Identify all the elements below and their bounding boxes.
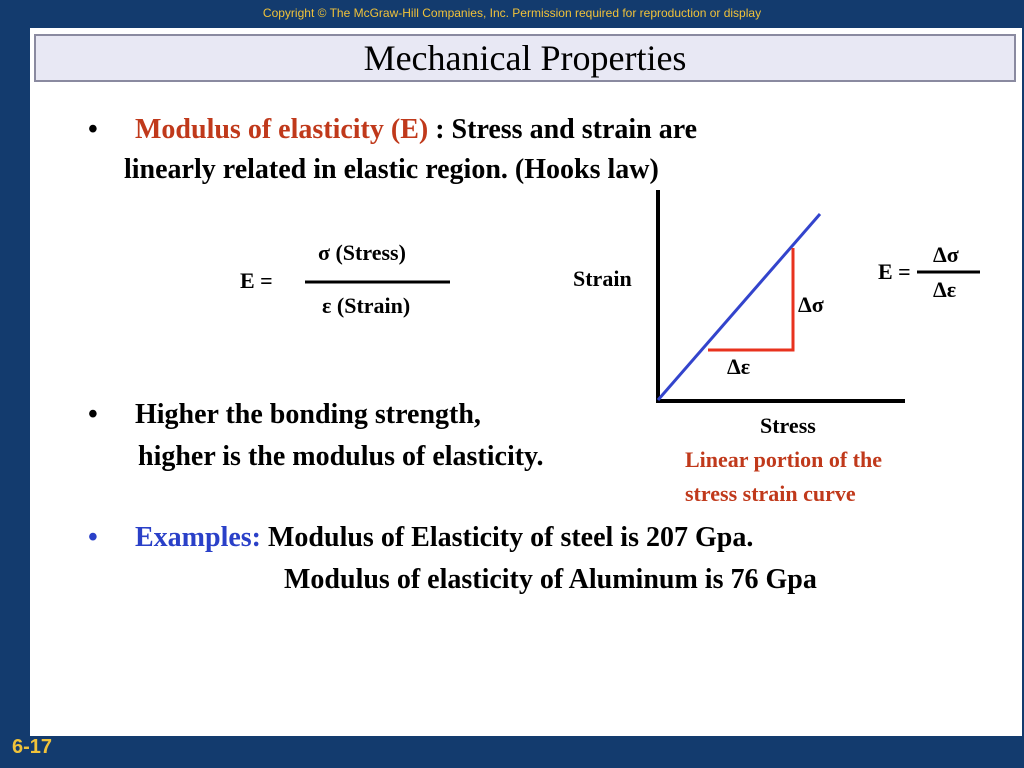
bullet-1-line-2: linearly related in elastic region. (Hooks law) (124, 154, 659, 185)
slope-formula-numerator: Δσ (933, 242, 959, 267)
bullet-3-line-1 (135, 522, 753, 554)
examples-label: Examples: (135, 522, 261, 553)
delta-epsilon-label: Δε (727, 354, 751, 379)
y-axis-label: Strain (573, 266, 632, 291)
bullet-1-term: Modulus of elasticity (E) (135, 114, 429, 145)
x-axis-label: Stress (760, 413, 816, 438)
steel-example: Modulus of Elasticity of steel is 207 Gpa. (261, 522, 754, 553)
bullet-3-marker: • (88, 522, 98, 553)
slope-formula-denominator: Δε (933, 277, 957, 302)
delta-sigma-label: Δσ (798, 292, 824, 317)
aluminum-example: Modulus of elasticity of Aluminum is 76 Gpa (284, 564, 817, 595)
graph-caption-line-2: stress strain curve (685, 481, 856, 506)
slope-formula-lhs: E = (878, 259, 911, 284)
graph-caption-line-1: Linear portion of the (685, 447, 882, 472)
bullet-2-line-2: higher is the modulus of elasticity. (138, 441, 544, 472)
formula-numerator: σ (Stress) (318, 240, 406, 265)
copyright-notice: Copyright © The McGraw-Hill Companies, Inc. Permission required for reproduction or display (262, 6, 762, 20)
page-number: 6-17 (12, 736, 53, 758)
bullet-2-marker: • (88, 399, 98, 430)
formula-lhs: E = (240, 268, 273, 293)
slide-title: Mechanical Properties (363, 38, 687, 78)
bullet-1-marker: • (88, 114, 98, 145)
formula-denominator: ε (Strain) (322, 293, 411, 318)
bullet-1-rest: : Stress and strain are (428, 114, 698, 145)
bullet-2-line-1: Higher the bonding strength, (135, 399, 481, 430)
slope-triangle (708, 248, 793, 350)
